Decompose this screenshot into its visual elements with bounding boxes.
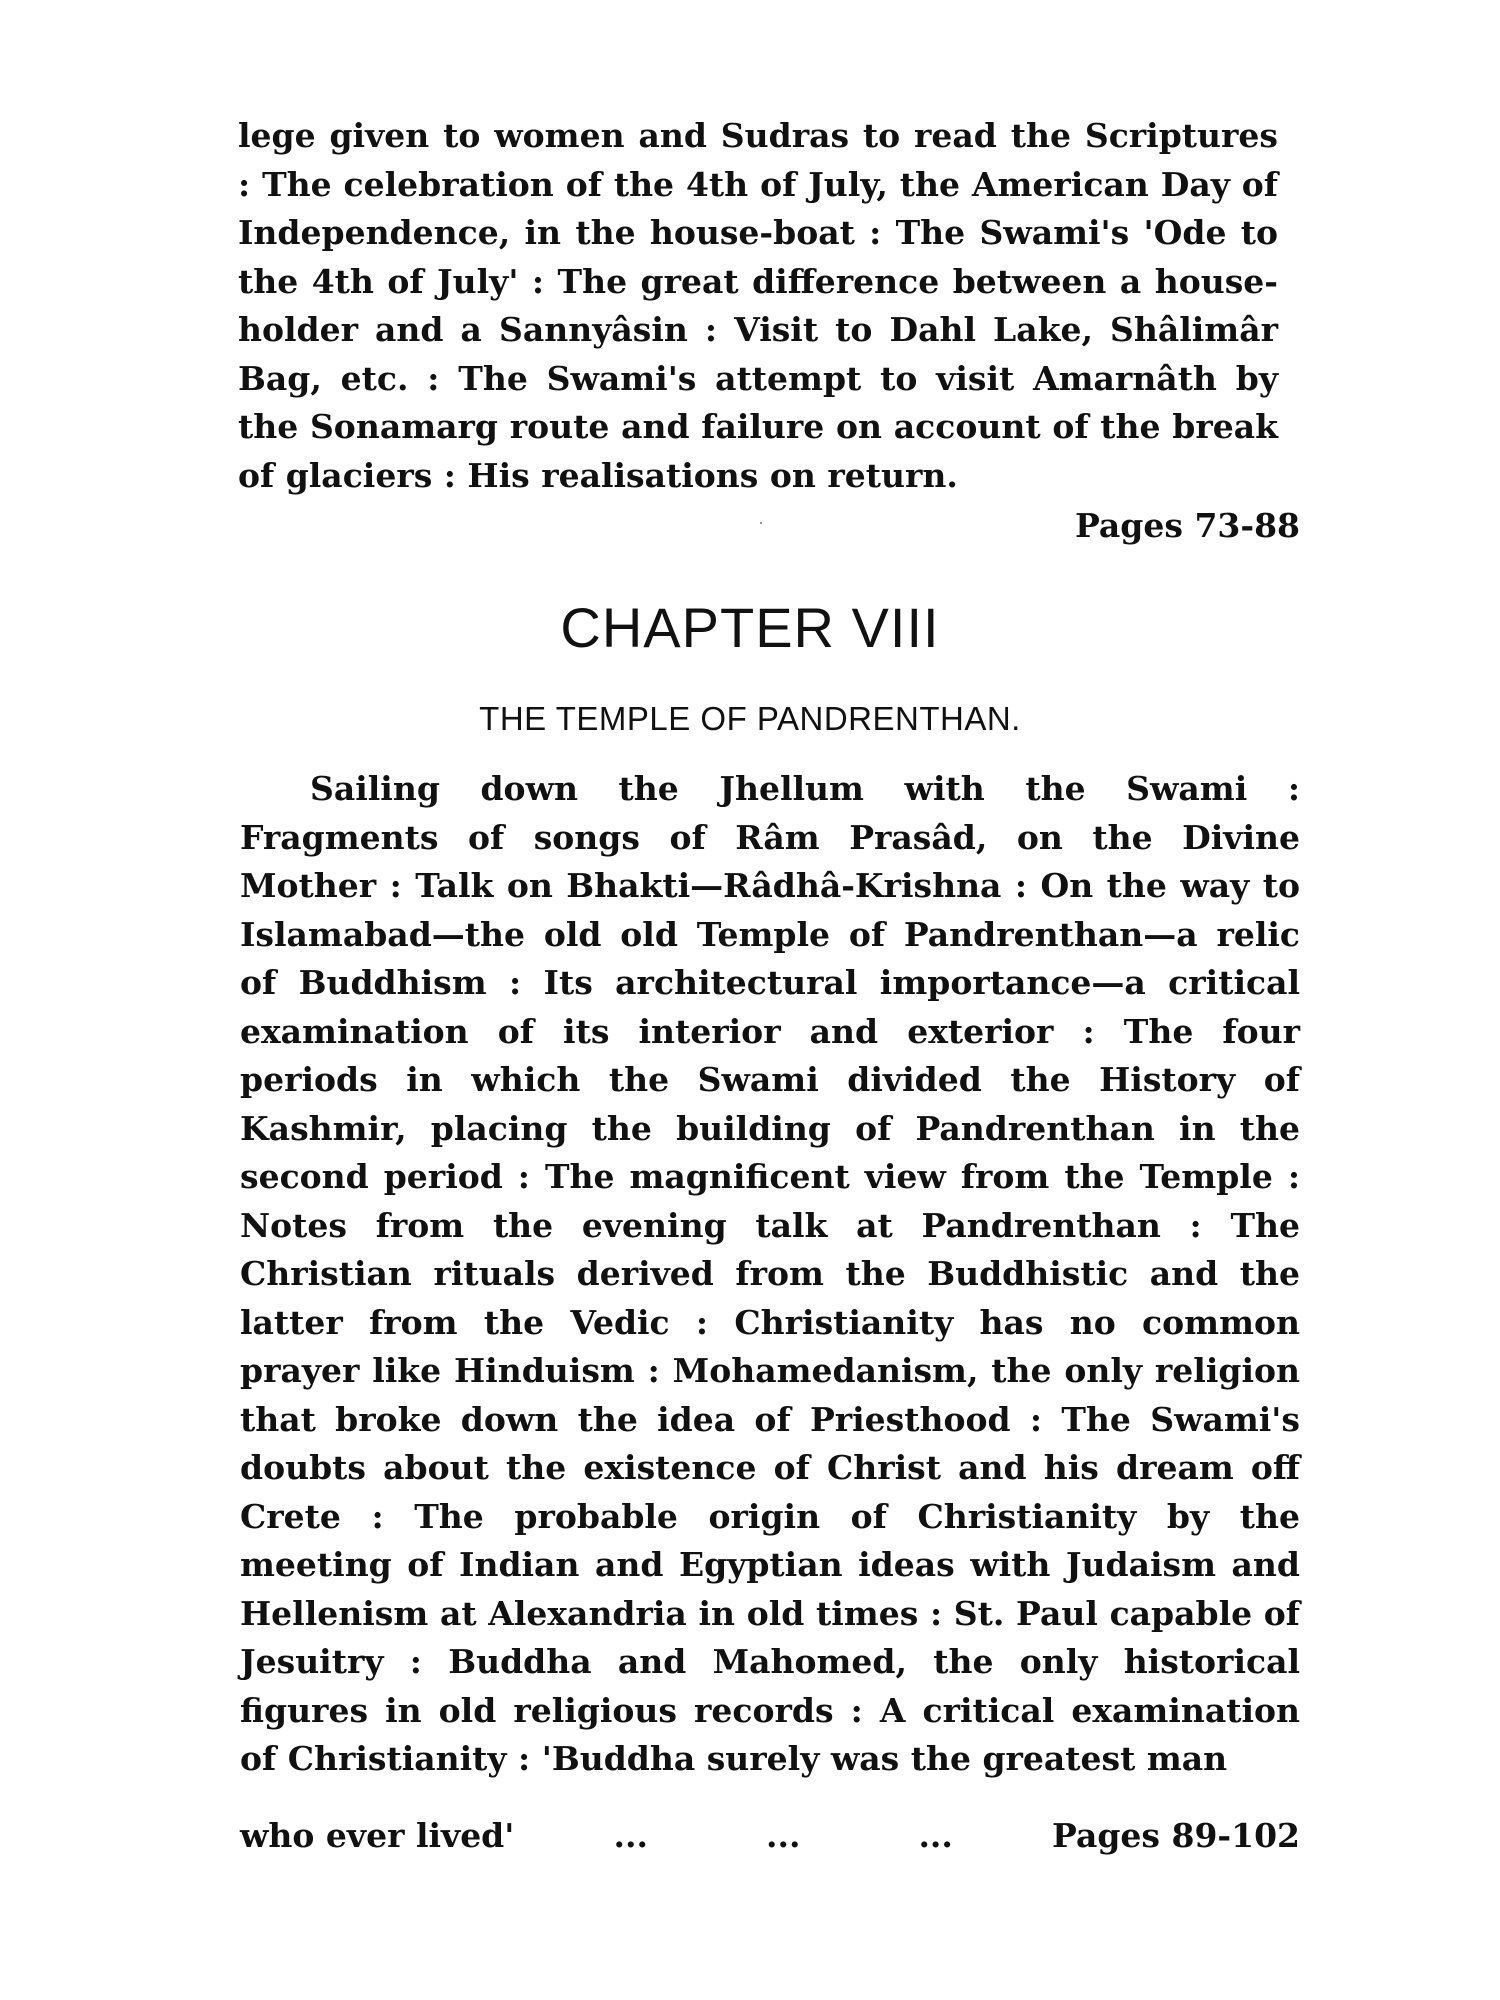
top-section-text: lege given to women and Sudras to read the Scriptures : The celebration of the 4th of July, the American Day of Independence, in the house-boat : The Swami's 'Ode to the 4th of July' : The great difference between a house-holder and a Sannyâsin : Visit to Dahl Lake, Shâlimâr Bag, etc. : The Swami's attempt to visit Amarnâth by the Sonamarg route and failure on account of the break of glaciers : His realisations on return. [238, 116, 1278, 495]
leader-dot-3: ... [918, 1816, 953, 1855]
main-pages-reference: Pages 89-102 [1052, 1816, 1300, 1855]
leader-dots [514, 1812, 1052, 1860]
main-section-last-line [240, 1812, 1300, 1860]
leader-dot-1: ... [613, 1816, 648, 1855]
chapter-subtitle: THE TEMPLE OF PANDRENTHAN. [479, 700, 1021, 737]
main-section [240, 765, 1300, 1784]
chapter-heading: CHAPTER VIII [560, 596, 940, 659]
scan-speck [760, 522, 762, 524]
main-section-text: Sailing down the Jhellum with the Swami : Fragments of songs of Râm Prasâd, on the Divine Mother : Talk on Bhakti—Râdhâ-Krishna : On the way to Islamabad—the old old Temple of Pandrenthan—a relic of Buddhism : Its architectural importance—a critical examination of its interior and exterior : The four periods in which the Swami divided the History of Kashmir, placing the building of Pandrenthan in the second period : The magnificent view from the Temple : Notes from the evening talk at Pandrenthan : The Christian rituals derived from the Buddhistic and the latter from the Vedic : Christianity has no common prayer like Hinduism : Mohamedanism, the only religion that broke down the idea of Priesthood : The Swami's doubts about the existence of Christ and his dream off Crete : The probable origin of Christianity by the meeting of Indian and Egyptian ideas with Judaism and Hellenism at Alexandria in old times : St. Paul capable of Jesuitry : Buddha and Mahomed, the only historical figures in old religious records : A critical examination of Christianity : 'Buddha surely was the greatest man [240, 769, 1300, 1778]
last-line-text: who ever lived' [240, 1816, 515, 1855]
top-section [238, 112, 1278, 500]
leader-dot-2: ... [765, 1816, 801, 1855]
top-pages-reference: Pages 73-88 [1075, 506, 1300, 545]
